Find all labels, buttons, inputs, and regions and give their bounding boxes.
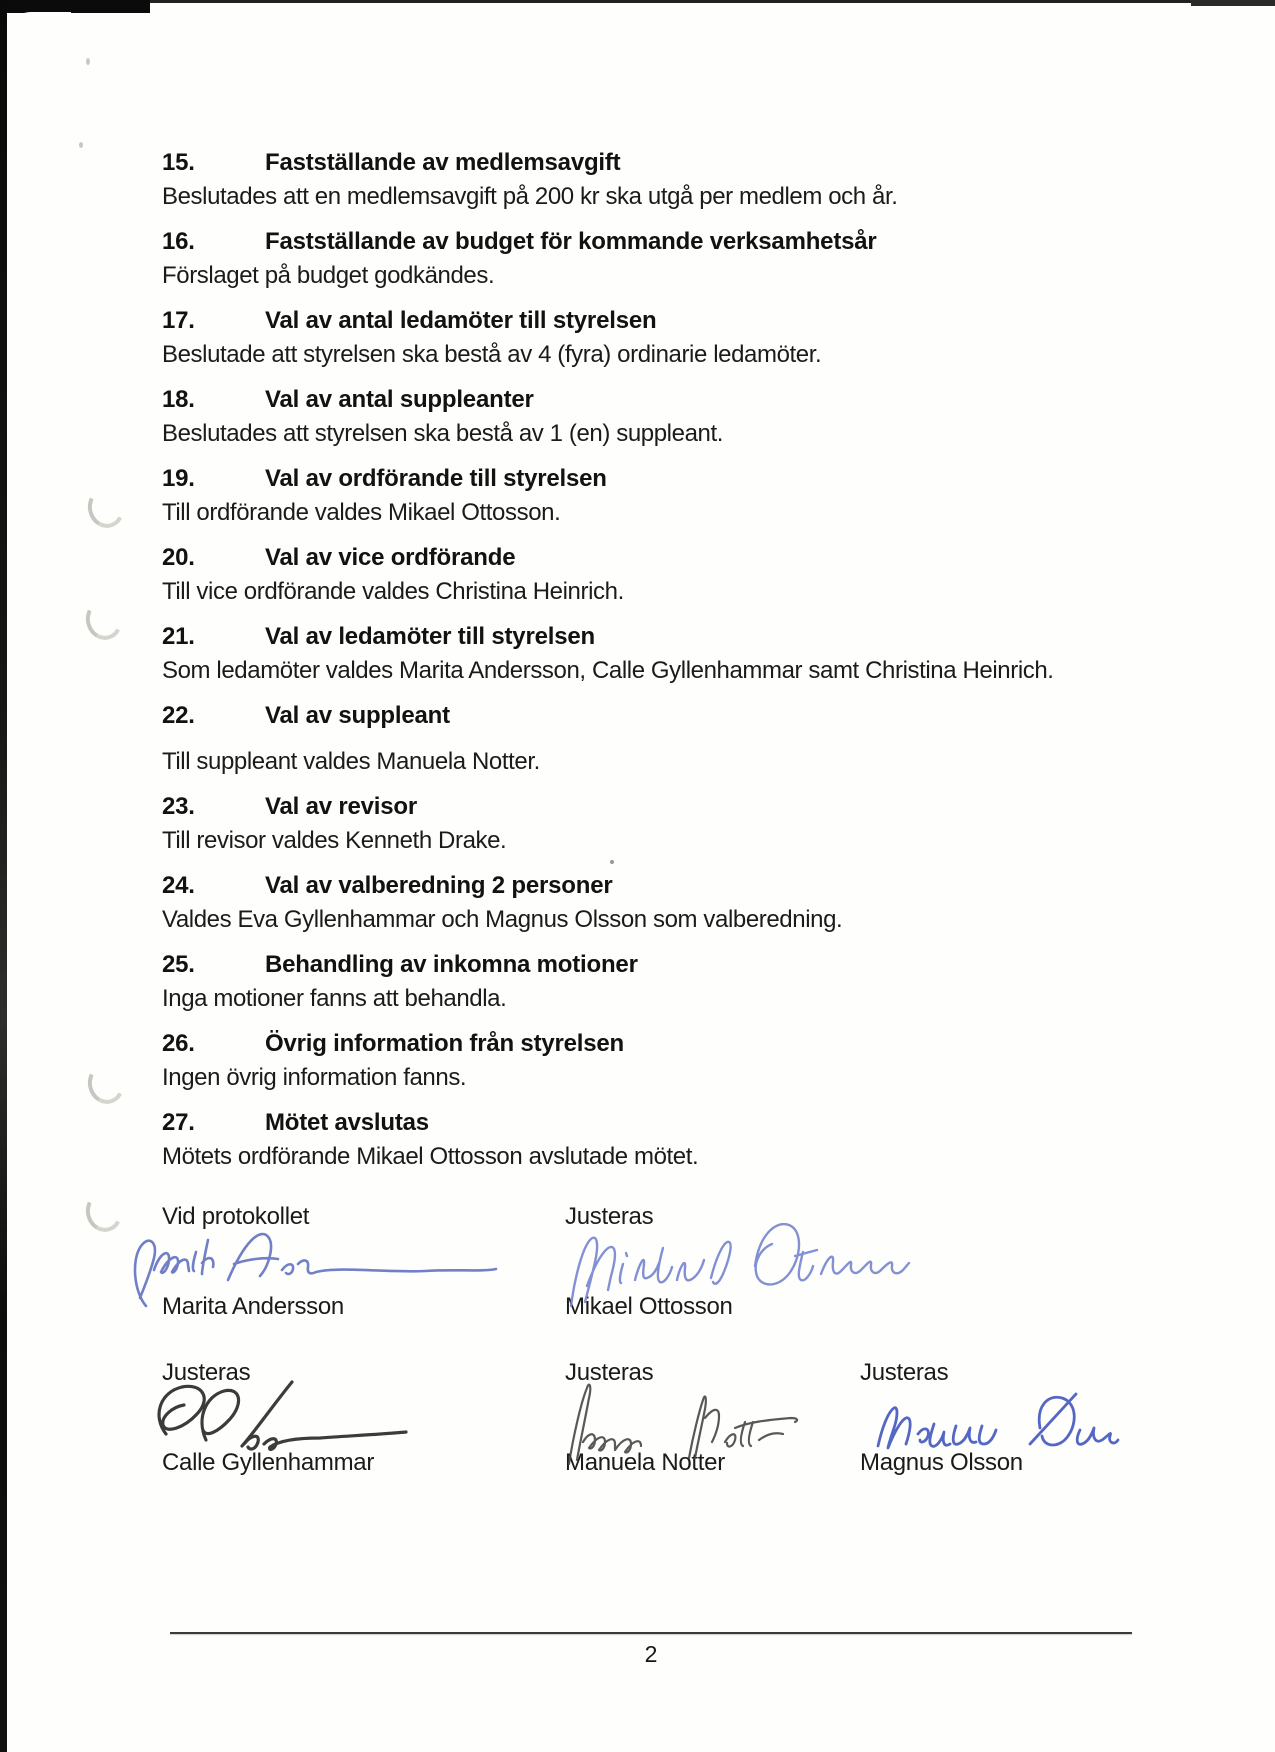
section-heading xyxy=(162,1027,1222,1061)
document-body xyxy=(162,146,1222,1480)
page-number: 2 xyxy=(644,1641,658,1667)
section-body-text: Beslutades att en medlemsavgift på 200 kr ska utgå per medlem och år. xyxy=(162,183,898,210)
section-title: Val av revisor xyxy=(265,793,417,820)
agenda-section xyxy=(162,869,1222,937)
signature-label-vid-protokollet: Vid protokollet xyxy=(162,1203,310,1230)
section-number: 15. xyxy=(162,149,195,176)
section-title: Val av antal ledamöter till styrelsen xyxy=(265,307,657,334)
scan-edge-top-right xyxy=(1191,0,1275,6)
section-body-text: Som ledamöter valdes Marita Andersson, Calle Gyllenhammar samt Christina Heinrich. xyxy=(162,657,1054,684)
signature-magnus-olsson xyxy=(868,1388,1118,1460)
binder-shadow-mark xyxy=(83,484,129,532)
section-number: 19. xyxy=(162,465,195,492)
section-number: 21. xyxy=(162,623,195,650)
section-number: 26. xyxy=(162,1030,195,1057)
scan-speck xyxy=(79,142,83,148)
signature-calle-gyllenhammar xyxy=(140,1372,420,1472)
agenda-section xyxy=(162,146,1222,214)
section-body-text: Beslutades att styrelsen ska bestå av 1 (en) suppleant. xyxy=(162,420,723,447)
section-heading xyxy=(162,948,1222,982)
signature-row-1-signatures xyxy=(162,1234,1222,1290)
agenda-section xyxy=(162,948,1222,1016)
section-number: 16. xyxy=(162,228,195,255)
section-number: 27. xyxy=(162,1109,195,1136)
binder-shadow-mark xyxy=(81,1188,127,1236)
section-title: Val av ordförande till styrelsen xyxy=(265,465,607,492)
section-heading xyxy=(162,304,1222,338)
section-title: Behandling av inkomna motioner xyxy=(265,951,638,978)
section-title: Val av antal suppleanter xyxy=(265,386,534,413)
section-body-text: Mötets ordförande Mikael Ottosson avslutade mötet. xyxy=(162,1143,699,1170)
footer-divider xyxy=(170,1632,1132,1634)
section-heading xyxy=(162,1106,1222,1140)
scan-speck xyxy=(86,58,90,65)
binder-shadow-mark xyxy=(83,1060,129,1108)
scan-edge-top xyxy=(0,0,1275,3)
signature-label-justeras: Justeras xyxy=(860,1359,949,1386)
agenda-section xyxy=(162,462,1222,530)
section-body-text: Till ordförande valdes Mikael Ottosson. xyxy=(162,499,561,526)
signer-name: Manuela Notter xyxy=(565,1449,725,1476)
section-number: 17. xyxy=(162,307,195,334)
section-heading xyxy=(162,383,1222,417)
signature-label-justeras: Justeras xyxy=(565,1203,654,1230)
section-heading xyxy=(162,146,1222,180)
agenda-section xyxy=(162,1106,1222,1174)
agenda-section xyxy=(162,620,1222,688)
signer-name: Calle Gyllenhammar xyxy=(162,1449,375,1476)
agenda-section xyxy=(162,790,1222,858)
section-number: 18. xyxy=(162,386,195,413)
section-body-text: Till suppleant valdes Manuela Notter. xyxy=(162,748,540,775)
agenda-sections xyxy=(162,146,1222,1174)
section-title: Mötet avslutas xyxy=(265,1109,429,1136)
section-title: Val av suppleant xyxy=(265,702,450,729)
scan-corner-top-left xyxy=(0,0,150,13)
section-title: Övrig information från styrelsen xyxy=(265,1030,625,1057)
signature-block xyxy=(162,1200,1222,1480)
agenda-section xyxy=(162,225,1222,293)
signer-name: Marita Andersson xyxy=(162,1293,344,1320)
section-heading xyxy=(162,225,1222,259)
binder-shadow-mark xyxy=(81,596,127,644)
section-heading xyxy=(162,790,1222,824)
agenda-section xyxy=(162,541,1222,609)
agenda-section xyxy=(162,1027,1222,1095)
signature-label-justeras: Justeras xyxy=(162,1359,251,1386)
signature-row-2-signatures xyxy=(162,1390,1222,1446)
signer-name: Mikael Ottosson xyxy=(565,1293,733,1320)
agenda-section xyxy=(162,383,1222,451)
section-body-text: Till vice ordförande valdes Christina Heinrich. xyxy=(162,578,624,605)
page-rounded-corner xyxy=(7,12,71,64)
agenda-section xyxy=(162,304,1222,372)
signer-name: Magnus Olsson xyxy=(860,1449,1023,1476)
section-number: 25. xyxy=(162,951,195,978)
section-heading xyxy=(162,462,1222,496)
section-body-text: Valdes Eva Gyllenhammar och Magnus Olsson som valberedning. xyxy=(162,906,843,933)
section-number: 22. xyxy=(162,702,195,729)
section-number: 24. xyxy=(162,872,195,899)
section-title: Val av ledamöter till styrelsen xyxy=(265,623,595,650)
scan-edge-left xyxy=(0,0,7,1752)
section-title: Val av vice ordförande xyxy=(265,544,516,571)
section-number: 20. xyxy=(162,544,195,571)
section-body-text: Inga motioner fanns att behandla. xyxy=(162,985,507,1012)
section-body-text: Beslutade att styrelsen ska bestå av 4 (fyra) ordinarie ledamöter. xyxy=(162,341,822,368)
section-number: 23. xyxy=(162,793,195,820)
signature-label-justeras: Justeras xyxy=(565,1359,654,1386)
signature-mikael-ottosson xyxy=(559,1214,919,1314)
section-body-text: Ingen övrig information fanns. xyxy=(162,1064,467,1091)
section-body-text: Till revisor valdes Kenneth Drake. xyxy=(162,827,507,854)
section-heading xyxy=(162,699,1222,733)
section-title: Fastställande av budget för kommande verksamhetsår xyxy=(265,228,877,255)
section-heading xyxy=(162,869,1222,903)
agenda-section xyxy=(162,699,1222,779)
section-title: Fastställande av medlemsavgift xyxy=(265,149,621,176)
section-title: Val av valberedning 2 personer xyxy=(265,872,613,899)
signature-marita-andersson xyxy=(130,1218,520,1313)
signature-manuela-notter xyxy=(537,1376,817,1471)
section-heading xyxy=(162,541,1222,575)
section-heading xyxy=(162,620,1222,654)
section-body-text: Förslaget på budget godkändes. xyxy=(162,262,495,289)
